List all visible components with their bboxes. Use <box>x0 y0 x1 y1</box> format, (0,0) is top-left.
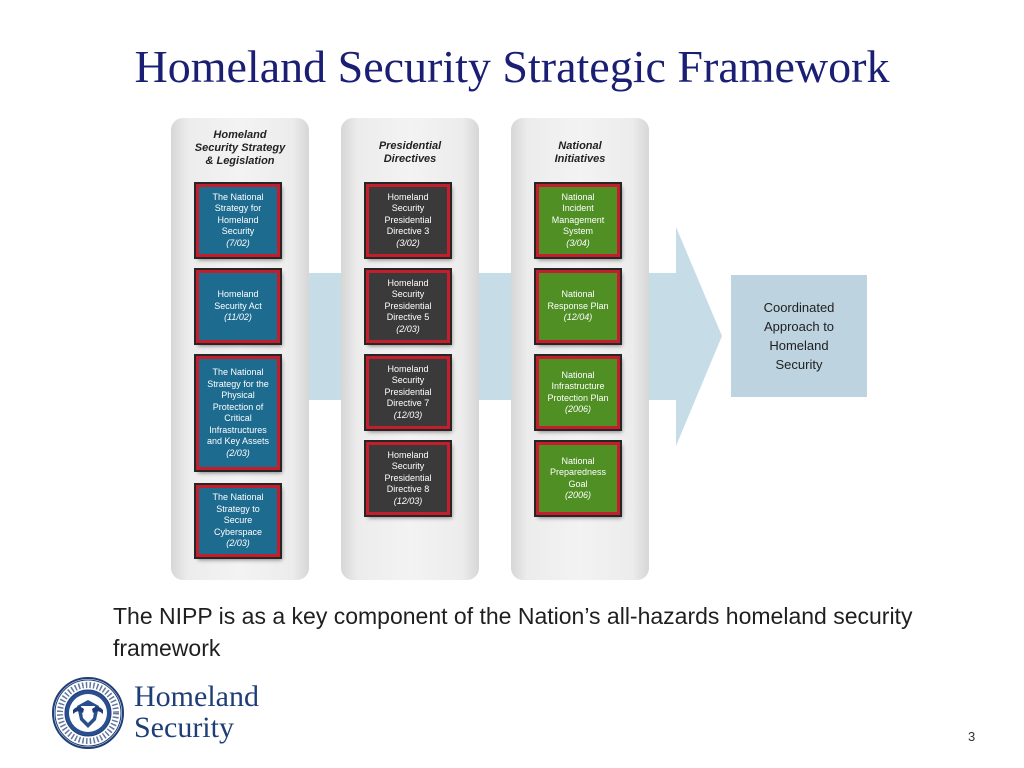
column-heading: Presidential Directives <box>378 140 442 165</box>
box-national-strategy-homeland-security: The National Strategy for Homeland Security (7/02) <box>196 184 280 257</box>
coordinated-approach-box: Coordinated Approach to Homeland Security <box>731 275 867 397</box>
box-strategy-physical-protection: The National Strategy for the Physical Protection of Critical Infrastructures and Key Assets (2/03) <box>196 356 280 470</box>
homeland-security-wordmark: Homeland Security <box>134 680 259 744</box>
box-national-preparedness-goal: National Preparedness Goal (2006) <box>536 442 620 515</box>
box-nipp: National Infrastructure Protection Plan (2006) <box>536 356 620 429</box>
box-homeland-security-act: Homeland Security Act (11/02) <box>196 270 280 343</box>
box-national-response-plan: National Response Plan (12/04) <box>536 270 620 343</box>
column-heading: Homeland Security Strategy & Legislation <box>194 129 286 167</box>
slide-caption: The NIPP is as a key component of the Nation’s all-hazards homeland security framework <box>113 603 913 661</box>
box-hspd-7: Homeland Security Presidential Directive 7 (12/03) <box>366 356 450 429</box>
box-hspd-3: Homeland Security Presidential Directive 3 (3/02) <box>366 184 450 257</box>
box-hspd-5: Homeland Security Presidential Directive 5 (2/03) <box>366 270 450 343</box>
slide-title: Homeland Security Strategic Framework <box>134 41 890 92</box>
dhs-seal-icon <box>51 676 125 750</box>
column-heading: National Initiatives <box>554 140 606 165</box>
box-hspd-8: Homeland Security Presidential Directive 8 (12/03) <box>366 442 450 515</box>
box-nims: National Incident Management System (3/04) <box>536 184 620 257</box>
box-strategy-secure-cyberspace: The National Strategy to Secure Cyberspace (2/03) <box>196 485 280 557</box>
page-number: 3 <box>968 729 976 744</box>
